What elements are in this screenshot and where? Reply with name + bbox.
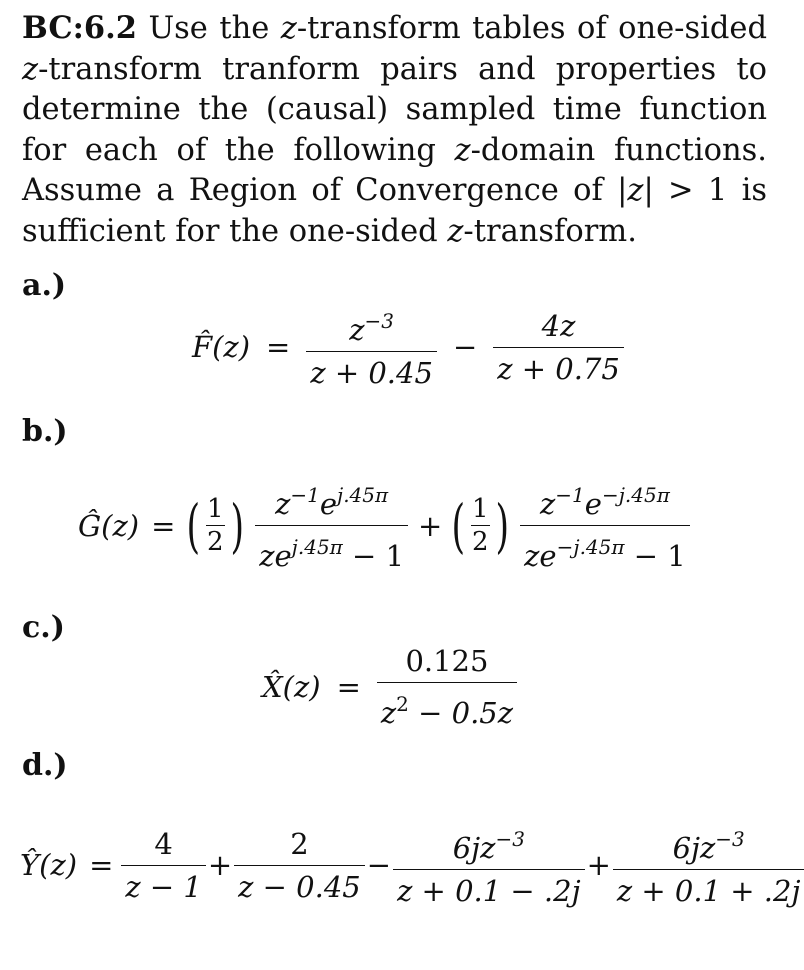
z-variable: z	[22, 51, 39, 87]
denominator: z − 1	[121, 865, 205, 904]
lhs-g: Ĝ(z)	[78, 508, 140, 543]
lhs-y: Ŷ(z)	[20, 848, 78, 882]
lhs-x: X̂(z)	[262, 670, 321, 704]
problem-text: -domain functions. Assume a Region of Convergence of |	[22, 132, 767, 208]
plus-sign: +	[418, 508, 443, 543]
equals-sign: =	[151, 508, 176, 543]
problem-text: -transform tranform pairs and properties to determine the (causal) sampled time function for each of the following	[22, 51, 767, 168]
numerator: e	[584, 487, 602, 521]
fraction-b2	[520, 478, 690, 573]
exponent: −j.45π	[556, 535, 625, 559]
numerator: z	[275, 487, 291, 521]
numerator: 6jz	[452, 831, 496, 865]
denominator: z + 0.75	[493, 347, 624, 386]
exponent: j.45π	[337, 483, 389, 507]
denominator: − 0.5z	[408, 696, 514, 730]
numerator: z	[540, 487, 556, 521]
right-paren: )	[495, 491, 509, 560]
fraction-d2	[234, 827, 365, 904]
fraction-c	[377, 644, 517, 730]
denominator: z − 0.45	[234, 865, 365, 904]
denominator: ze	[259, 539, 292, 573]
denominator: z + 0.1 − .2j	[393, 869, 585, 908]
problem-text: Use the	[148, 11, 281, 46]
part-c-label: c.)	[22, 610, 65, 645]
exponent: −1	[290, 483, 320, 507]
exponent: −3	[495, 827, 525, 851]
exponent: −1	[555, 483, 585, 507]
minus-sign: −	[366, 848, 392, 882]
part-a-label: a.)	[22, 268, 67, 303]
problem-text: -transform tables of one-sided	[296, 11, 767, 46]
numerator: 0.125	[405, 644, 489, 678]
exponent: j.45π	[291, 535, 343, 559]
problem-text: -transform.	[463, 213, 637, 249]
numerator: 4z	[541, 308, 576, 343]
z-variable: z	[447, 213, 464, 249]
fraction-a2	[493, 309, 624, 386]
equation-a	[192, 304, 630, 390]
numerator: 4	[154, 826, 173, 861]
part-b-label: b.)	[22, 414, 68, 449]
denominator: − 1	[624, 539, 686, 573]
equation-d	[20, 822, 804, 908]
denominator: 2	[471, 527, 489, 557]
problem-text: | > 1 is sufficient for the one-sided	[22, 173, 767, 249]
problem-label: BC:6.2	[22, 10, 137, 46]
left-paren: (	[186, 491, 201, 560]
exponent: 2	[396, 692, 409, 716]
plus-sign: +	[586, 848, 611, 882]
plus-sign: +	[207, 848, 233, 882]
equation-b	[78, 478, 696, 573]
exponent: −3	[715, 827, 745, 851]
z-variable: z	[627, 173, 644, 208]
part-d-label: d.)	[22, 748, 68, 783]
fraction-d1	[121, 827, 205, 904]
equation-c	[262, 644, 523, 730]
exponent: −3	[364, 309, 395, 333]
equals-sign: =	[266, 330, 291, 364]
z-variable: z	[280, 11, 297, 46]
numerator: 2	[290, 826, 309, 861]
denominator: z + 0.1 + .2j	[613, 869, 804, 908]
fraction-a1	[306, 304, 437, 390]
numerator: z	[349, 313, 365, 347]
minus-sign: −	[452, 330, 478, 364]
lhs-f: F̂(z)	[192, 330, 251, 364]
problem-statement	[22, 8, 767, 252]
equals-sign: =	[89, 848, 114, 882]
denominator: ze	[524, 539, 557, 573]
z-variable: z	[454, 132, 471, 168]
fraction-d4	[613, 822, 804, 908]
numerator: 1	[471, 494, 489, 524]
denominator: z + 0.45	[306, 351, 437, 390]
denominator: − 1	[342, 539, 405, 573]
denominator: 2	[207, 527, 224, 557]
numerator: 6jz	[672, 831, 716, 865]
equals-sign: =	[336, 670, 361, 704]
denominator: z	[380, 696, 397, 730]
coefficient-fraction	[471, 495, 490, 556]
numerator: 1	[207, 494, 224, 524]
exponent: −j.45π	[601, 483, 670, 507]
coefficient-fraction	[206, 495, 225, 556]
right-paren: )	[230, 491, 244, 560]
fraction-b1	[255, 478, 408, 573]
numerator: e	[319, 487, 337, 521]
left-paren: (	[451, 491, 466, 560]
fraction-d3	[393, 822, 585, 908]
